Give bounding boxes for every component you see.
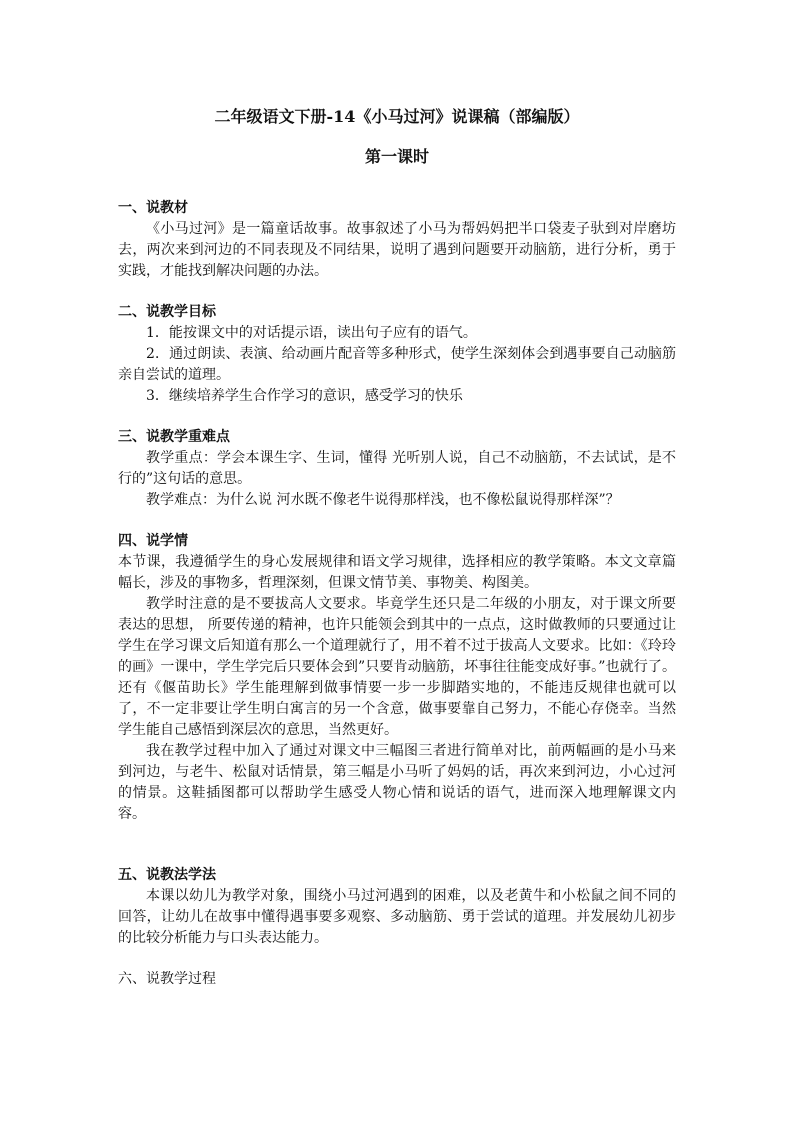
section-heading: 四、说学情	[118, 533, 188, 549]
section-key-difficult-points	[118, 427, 676, 511]
document-body	[118, 104, 676, 990]
section-heading: 二、说教学目标	[118, 304, 216, 320]
paragraph: 教学时注意的是不要拔高人文要求。毕竟学生还只是二年级的小朋友，对于课文所要表达的思想， 所要传递的精神，也许只能领会到其中的一点点，这时做教师的只要通过让学生在学习课文后知道有那么一个道理就行了，用不着不过于拔高人文要求。比如：《玲玲的画》一课中，学生学完后只要体会到”只要肯动脑筋，坏事往往能变成好事。”也就行了。还有《偃苗助长》学生能理解到做事情要一步一步脚踏实地的，不能违反规律也就可以了，不一定非要让学生明白寓言的另一个含意，做事要靠自己努力，不能心存侥幸。当然学生能自己感悟到深层次的意思，当然更好。	[118, 596, 676, 738]
lesson-period-title: 第一课时	[364, 147, 429, 166]
section-teaching-goals	[118, 302, 676, 407]
paragraph: 《小马过河》是一篇童话故事。故事叙述了小马为帮妈妈把半口袋麦子驮到对岸磨坊去，两次来到河边的不同表现及不同结果，说明了遇到问题要开动脑筋，进行分析，勇于实践，才能找到解决问题的办法。	[118, 221, 676, 279]
paragraph: 本节课，我遵循学生的身心发展规律和语文学习规律，选择相应的教学策略。本文文章篇幅长，涉及的事物多，哲理深刻，但课文情节美、事物美、构图美。	[118, 554, 676, 591]
goal-item: 3．继续培养学生合作学习的意识，感受学习的快乐	[146, 388, 463, 404]
section-student-situation	[118, 531, 676, 825]
paragraph: 教学难点：为什么说 河水既不像老牛说得那样浅，也不像松鼠说得那样深”？	[146, 492, 620, 508]
paragraph: 教学重点：学会本课生字、生词，懂得 光听别人说，自己不动脑筋，不去试试，是不行的”这句话的意思。	[118, 450, 676, 487]
section-heading: 六、说教学过程	[118, 971, 216, 987]
paragraph: 我在教学过程中加入了通过对课文中三幅图三者进行简单对比，前两幅画的是小马来到河边，与老牛、松鼠对话情景，第三幅是小马听了妈妈的话，再次来到河边，小心过河的情景。这鞋插图都可以帮助学生感受人物心情和说话的语气，进而深入地理解课文内容。	[118, 743, 676, 822]
goal-item: 2．通过朗读、表演、给动画片配音等多种形式，使学生深刻体会到遇事要自己动脑筋亲自尝试的道理。	[118, 346, 676, 383]
section-teaching-process	[118, 969, 676, 990]
section-teaching-material	[118, 198, 676, 282]
paragraph: 本课以幼儿为教学对象，围绕小马过河遇到的困难，以及老黄牛和小松鼠之间不同的回答，让幼儿在故事中懂得遇事要多观察、多动脑筋、勇于尝试的道理。并发展幼儿初步的比较分析能力与口头表达能力。	[118, 888, 676, 946]
goal-item: 1．能按课文中的对话提示语，读出句子应有的语气。	[146, 325, 477, 341]
section-teaching-methods	[118, 865, 676, 949]
section-heading: 一、说教材	[118, 200, 188, 216]
section-heading: 五、说教法学法	[118, 867, 216, 883]
document-title: 二年级语文下册-14《小马过河》说课稿（部编版）	[214, 107, 580, 126]
section-heading: 三、说教学重难点	[118, 429, 230, 445]
